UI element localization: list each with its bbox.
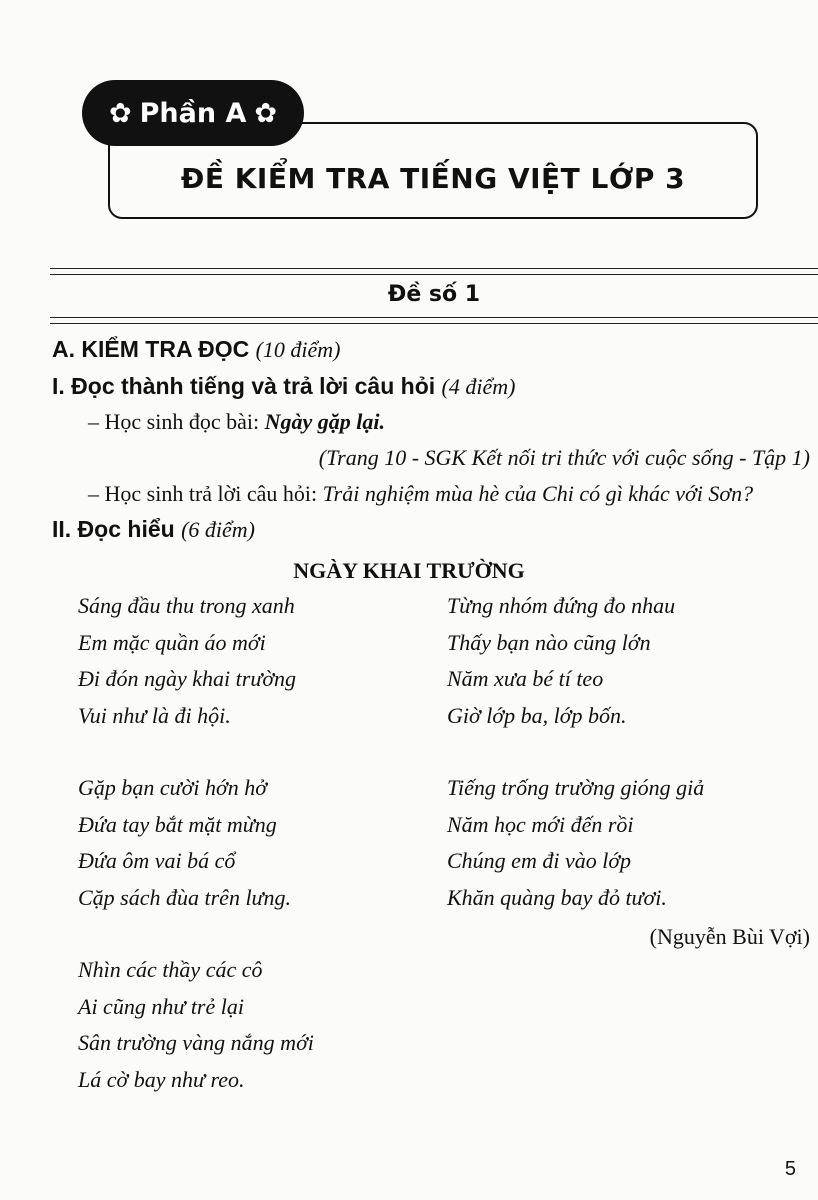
section-i-heading <box>52 373 515 400</box>
section-ii-heading <box>52 516 255 543</box>
page-number: 5 <box>784 1158 796 1180</box>
divider-bottom <box>50 317 818 324</box>
reading-task <box>88 409 385 435</box>
poem-line: Vui như là đi hội. <box>78 702 231 728</box>
poem-line: Lá cờ bay như reo. <box>78 1066 245 1092</box>
section-a-title: A. KIỂM TRA ĐỌC <box>52 336 250 362</box>
poem-line: Giờ lớp ba, lớp bốn. <box>447 702 627 728</box>
part-label: Phần A <box>139 97 247 129</box>
flower-icon: ✿ <box>109 97 132 129</box>
section-a-heading <box>52 336 341 363</box>
poem-author: (Nguyễn Bùi Vợi) <box>649 924 810 949</box>
part-label-badge <box>82 80 304 146</box>
section-i-title: I. Đọc thành tiếng và trả lời câu hỏi <box>52 373 436 399</box>
reading-title: Ngày gặp lại. <box>264 409 385 434</box>
page-title: ĐỀ KIỂM TRA TIẾNG VIỆT LỚP 3 <box>180 162 686 195</box>
poem-line: Sáng đầu thu trong xanh <box>78 593 295 618</box>
poem-line: Từng nhóm đứng đo nhau <box>447 593 676 618</box>
poem-line: Nhìn các thầy các cô <box>78 957 263 982</box>
poem-line: Đứa ôm vai bá cổ <box>78 848 236 873</box>
poem-line: Em mặc quần áo mới <box>78 629 266 655</box>
poem-line: Năm học mới đến rồi <box>447 811 634 837</box>
reading-source: (Trang 10 - SGK Kết nối tri thức với cuộc sống - Tập 1) <box>318 445 810 470</box>
question-label: – Học sinh trả lời câu hỏi: <box>88 481 323 506</box>
section-a-points: (10 điểm) <box>255 337 341 362</box>
poem-line: Đi đón ngày khai trường <box>78 666 297 691</box>
poem-line: Gặp bạn cười hớn hở <box>78 775 267 800</box>
poem-line: Tiếng trống trường gióng giả <box>447 775 705 800</box>
poem-line: Chúng em đi vào lớp <box>447 848 632 873</box>
divider-top <box>50 268 818 275</box>
section-i-points: (4 điểm) <box>441 374 516 399</box>
question-text: Trải nghiệm mùa hè của Chi có gì khác với Sơn? <box>322 481 754 506</box>
poem-line: Năm xưa bé tí teo <box>447 666 604 691</box>
poem-line: Ai cũng như trẻ lại <box>78 993 244 1019</box>
poem-line: Sân trường vàng nắng mới <box>78 1030 314 1055</box>
flower-icon: ✿ <box>254 97 277 129</box>
poem-line: Thấy bạn nào cũng lớn <box>447 629 651 655</box>
question-task <box>88 481 753 507</box>
poem-line: Khăn quàng bay đỏ tươi. <box>447 884 667 910</box>
exam-number: Đề số 1 <box>387 282 481 307</box>
poem-title: NGÀY KHAI TRƯỜNG <box>293 558 525 583</box>
section-ii-points: (6 điểm) <box>181 517 255 542</box>
poem-line: Đứa tay bắt mặt mừng <box>78 811 277 837</box>
reading-task-label: – Học sinh đọc bài: <box>88 409 265 434</box>
section-ii-title: II. Đọc hiểu <box>52 516 175 542</box>
poem-line: Cặp sách đùa trên lưng. <box>78 884 292 910</box>
